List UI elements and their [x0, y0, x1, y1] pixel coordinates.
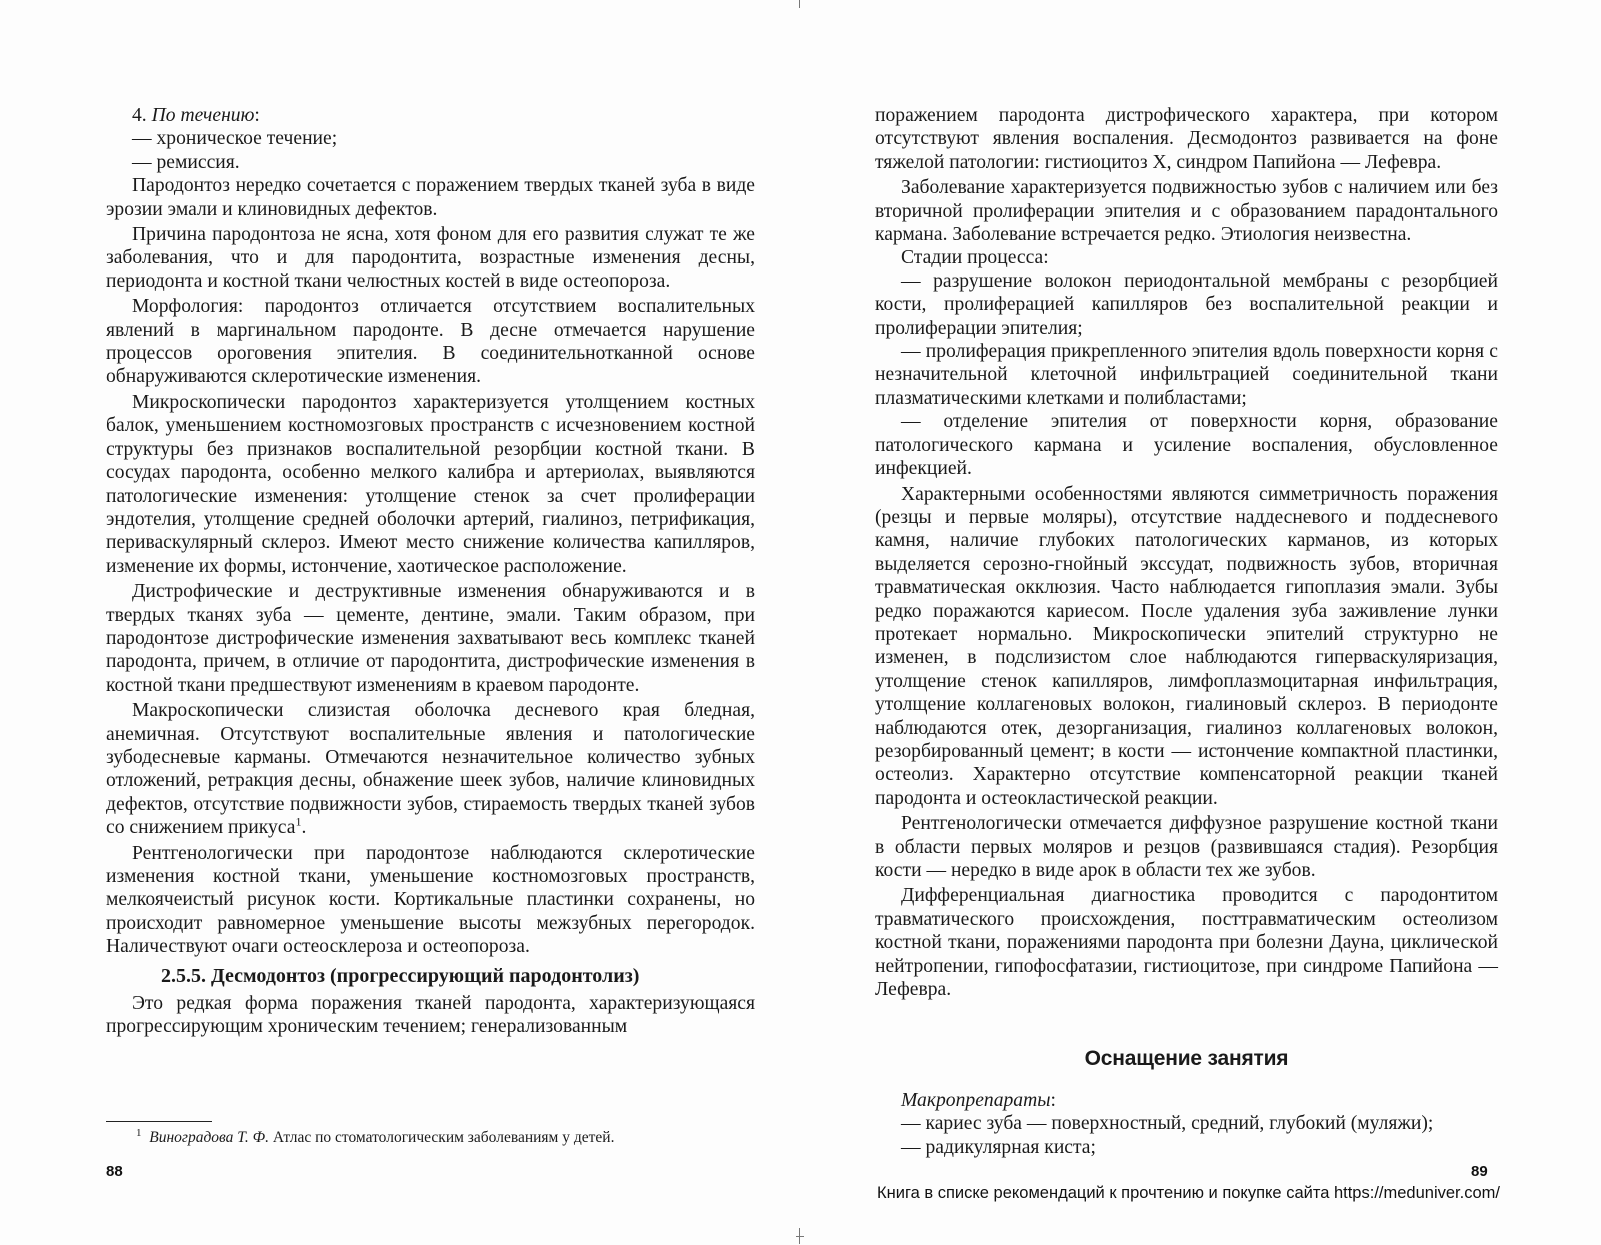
crop-mark-top — [799, 0, 800, 8]
stages-label: Стадии процесса: — [901, 247, 1049, 269]
paragraph: Морфология: пародонтоз отличается отсутствием воспалительных явлений в маргинальном пародонте. В десне отмечается нарушение процессов ороговения эпителия. В соединительнотканной основе обнаруживаются склеротические изменения. — [106, 296, 755, 388]
page-number-right: 89 — [1471, 1163, 1488, 1180]
paragraph: Причина пародонтоза не ясна, хотя фоном для его развития служат те же заболевания, что и для пародонтита, возрастные изменения десны, периодонта и костной ткани челюстных костей в виде остеопороза. — [106, 224, 755, 292]
macro-item: — кариес зуба — поверхностный, средний, глубокий (муляжи); — [901, 1113, 1434, 1135]
page-number-left: 88 — [106, 1163, 123, 1180]
footnote-divider — [106, 1121, 212, 1122]
paragraph: Рентгенологически отмечается диффузное разрушение костной ткани в области первых моляров и резцов (развившаяся стадия). Резорбция кости — нередко в виде арок в области тех же зубов. — [875, 813, 1498, 881]
footnote-number: 1 — [136, 1126, 142, 1139]
list-item: — ремиссия. — [132, 151, 240, 173]
stage-item: — отделение эпителия от поверхности корня, образование патологического кармана и усиление воспаления, обусловленное инфекцией. — [875, 411, 1498, 480]
macro-label — [875, 1089, 1498, 1112]
macro-label-text: Макропрепараты — [901, 1089, 1051, 1111]
subsection-heading: 2.5.5. Десмодонтоз (прогрессирующий пародонтолиз) — [161, 964, 640, 987]
paragraph: Дистрофические и деструктивные изменения обнаруживаются и в твердых тканях зуба — цементе, дентине, эмали. Таким образом, при пародонтозе дистрофические изменения захватывают весь комплекс тканей пародонта, причем, в отличие от пародонтита, дистрофические изменения в костной ткани предшествуют изменениям в краевом пародонте. — [106, 581, 755, 696]
macro-label-colon: : — [1050, 1089, 1056, 1111]
list-item: — хроническое течение; — [132, 128, 338, 150]
left-page — [106, 104, 755, 1039]
paragraph-continuation: поражением пародонта дистрофического характера, при котором отсутствуют явления воспаления. Десмодонтоз развивается на фоне тяжелой патологии: гистиоцитоз Х, синдром Папийона — Лефевра. — [875, 105, 1498, 173]
macroscopic-end: . — [301, 817, 307, 839]
section-heading: Оснащение занятия — [1084, 1047, 1289, 1071]
footnote-reference: 1 — [295, 814, 302, 829]
paragraph: Микроскопически пародонтоз характеризуется утолщением костных балок, уменьшением костномозговых пространств с исчезновением костной структуры без признаков воспалительной резорбции костной ткани. В сосудах пародонта, особенно мелкого калибра и артериолах, выявляются патологические изменения: утолщение стенок за счет пролиферации эндотелия, утолщение средней оболочки артерий, гиалиноз, петрификация, периваскулярный склероз. Имеют место снижение количества капилляров, изменение их формы, истончение, хаотическое расположение. — [106, 391, 755, 577]
stage-item: — пролиферация прикрепленного эпителия вдоль поверхности корня с незначительной клеточной инфильтрацией соединительной ткани плазматическими клетками и полибластами; — [875, 341, 1498, 409]
list-heading-number: 4. — [132, 105, 152, 126]
macro-item: — радикулярная киста; — [901, 1136, 1096, 1158]
footnote-text: Атлас по стоматологическим заболеваниям у детей. — [269, 1129, 615, 1146]
paragraph-macroscopic — [106, 699, 755, 839]
stage-item: — разрушение волокон периодонтальной мембраны с резорбцией кости, пролиферацией капилляров без воспалительной реакции и пролиферации эпителия; — [875, 270, 1498, 339]
footnote — [136, 1126, 615, 1147]
paragraph: Дифференциальная диагностика проводится с пародонтитом травматического происхождения, посттравматическим остеолизом костной ткани, поражениями пародонта при болезни Дауна, циклической нейтропении, гипофосфатазии, гистиоцитозе, при синдроме Папийона — Лефевра. — [875, 885, 1498, 1001]
right-page — [875, 104, 1498, 1159]
macroscopic-text: Макроскопически слизистая оболочка десневого края бледная, анемичная. Отсутствуют воспалительные явления и патологические зубодесневые карманы. Отмечаются незначительное количество зубных отложений, ретракция десны, обнажение шеек зубов, наличие клиновидных дефектов, отсутствие подвижности зубов, стираемость твердых тканей зубов со снижением прикуса — [106, 700, 755, 839]
paragraph: Это редкая форма поражения тканей пародонта, характеризующаяся прогрессирующим хроническим течением; генерализованным — [106, 993, 755, 1038]
list-heading-italic: По течению — [151, 105, 255, 126]
footnote-author: Виноградова Т. Ф. — [149, 1129, 270, 1146]
crop-mark-bottom-tick — [796, 1236, 804, 1237]
site-watermark: Книга в списке рекомендаций к прочтению и покупке сайта https://meduniver.com/ — [877, 1184, 1500, 1202]
paragraph: Рентгенологически при пародонтозе наблюдаются склеротические изменения костной ткани, уменьшение костномозговых пространств, мелкоячеистый рисунок кости. Кортикальные пластинки сохранены, но происходит равномерное уменьшение высоты межзубных перегородок. Наличествуют очаги остеосклероза и остеопороза. — [106, 842, 755, 958]
paragraph: Заболевание характеризуется подвижностью зубов с наличием или без вторичной пролиферации эпителия и с образованием парадонтального кармана. Заболевание встречается редко. Этиология неизвестна. — [875, 177, 1498, 246]
list-heading-colon: : — [254, 105, 260, 126]
paragraph: Характерными особенностями являются симметричность поражения (резцы и первые моляры), отсутствие наддесневого и поддесневого камня, наличие глубоких патологических карманов, из которых выделяется серозно-гнойный экссудат, подвижность зубов, вторичная травматическая окклюзия. Часто наблюдается гипоплазия эмали. Зубы редко поражаются кариесом. После удаления зуба заживление лунки протекает нормально. Микроскопически эпителий структурно не изменен, в подслизистом слое наблюдаются гиперваскуляризация, утолщение стенок капилляров, лимфоплазмоцитарная инфильтрация, утолщение коллагеновых волокон, гиалиновый склероз. В периодонте наблюдаются отек, дезорганизация, гиалиноз коллагеновых волокон, резорбированный цемент; в кости — истончение компактной пластинки, остеолиз. Характерно отсутствие компенсаторной реакции тканей пародонта и остеокластической реакции. — [875, 483, 1498, 809]
paragraph: Пародонтоз нередко сочетается с поражением твердых тканей зуба в виде эрозии эмали и клиновидных дефектов. — [106, 175, 755, 220]
list-heading — [106, 104, 755, 127]
